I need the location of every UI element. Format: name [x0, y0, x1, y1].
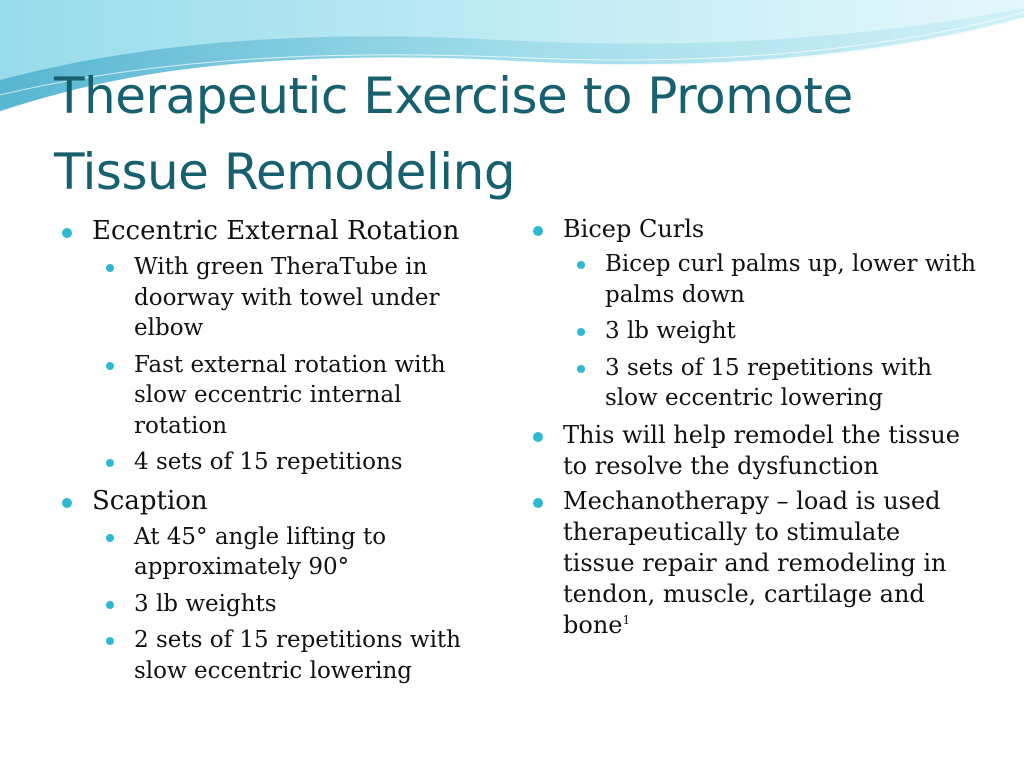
- sub-bullet-text: Fast external rotation with slow eccentric internal rotation: [134, 351, 446, 439]
- bullet-mechanotherapy: [527, 486, 977, 641]
- sub-bullet: [92, 252, 476, 344]
- bullet-dot-icon: [106, 264, 114, 272]
- bullet-dot-icon: [577, 328, 585, 336]
- bullet-dot-icon: [62, 228, 72, 238]
- bullet-dot-icon: [106, 601, 114, 609]
- sub-bullet: [563, 353, 977, 414]
- sub-bullet: [92, 589, 476, 620]
- sub-bullet-text: 3 sets of 15 repetitions with slow eccentric lowering: [605, 354, 932, 411]
- sub-bullet: [92, 522, 476, 583]
- footnote-marker: 1: [622, 612, 631, 627]
- sub-bullet-text: 3 lb weights: [134, 590, 277, 617]
- bullet-scaption: [56, 484, 476, 687]
- bullet-dot-icon: [577, 261, 585, 269]
- sub-bullet: [92, 625, 476, 686]
- sub-bullet-text: Bicep curl palms up, lower with palms down: [605, 251, 976, 308]
- sub-bullet-text: 4 sets of 15 repetitions: [134, 449, 403, 475]
- bullet-text: [563, 486, 977, 641]
- bullet-dot-icon: [577, 365, 585, 373]
- bullet-text: Eccentric External Rotation: [92, 216, 460, 246]
- bullet-dot-icon: [533, 226, 543, 236]
- left-column: [56, 214, 476, 692]
- sub-bullet: [92, 447, 476, 478]
- bullet-dot-icon: [533, 432, 543, 442]
- sub-bullet-text: At 45° angle lifting to approximately 90°: [134, 523, 387, 580]
- sub-bullet: [563, 249, 977, 310]
- bullet-dot-icon: [533, 498, 543, 508]
- bullet-text: Bicep Curls: [563, 215, 705, 243]
- right-column: [527, 214, 977, 641]
- sub-bullet-text: 3 lb weight: [605, 318, 736, 344]
- bullet-dot-icon: [106, 362, 114, 370]
- bullet-text: Scaption: [92, 485, 208, 516]
- sub-bullet: [92, 350, 476, 442]
- bullet-dot-icon: [106, 459, 114, 467]
- bullet-eccentric-external-rotation: [56, 214, 476, 478]
- bullet-remodel-tissue: [527, 420, 977, 482]
- bullet-dot-icon: [106, 534, 114, 542]
- mechanotherapy-text: Mechanotherapy – load is used therapeutically to stimulate tissue repair and remodeling in tendon, muscle, cartilage and bone: [563, 486, 947, 639]
- sub-bullet-text: With green TheraTube in doorway with towel under elbow: [134, 254, 440, 341]
- bullet-bicep-curls: [527, 214, 977, 414]
- sub-bullet: [563, 316, 977, 347]
- slide-title: Therapeutic Exercise to Promote Tissue Remodeling: [54, 67, 853, 201]
- sub-bullet-text: 2 sets of 15 repetitions with slow eccentric lowering: [134, 627, 461, 684]
- bullet-dot-icon: [106, 637, 114, 645]
- bullet-dot-icon: [62, 498, 72, 508]
- bullet-text: This will help remodel the tissue to resolve the dysfunction: [563, 420, 960, 480]
